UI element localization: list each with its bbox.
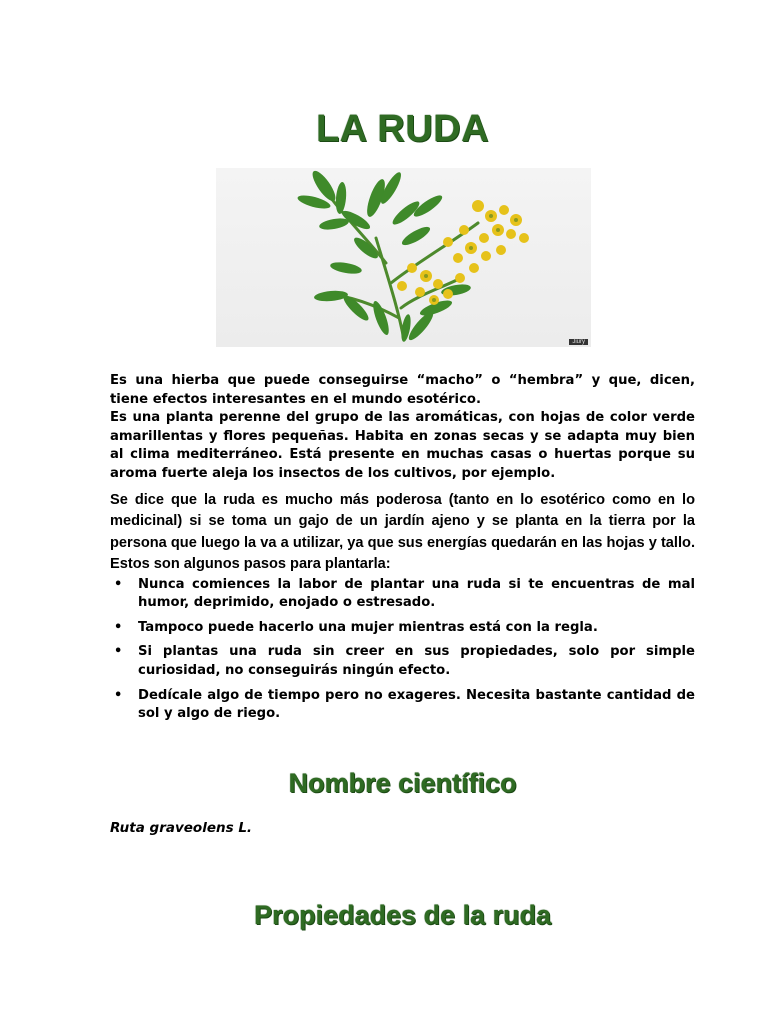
page-title: LA RUDA [315,108,490,150]
scientific-name: Ruta graveolens L. [110,820,253,836]
list-item [110,687,695,724]
list-item [110,619,695,638]
rue-plant-illustration [216,168,591,347]
list-item-text: Si plantas una ruda sin creer en sus propiedades, solo por simple curiosidad, no conseguirás ningún efecto. [138,644,695,678]
list-item [110,576,695,613]
list-item [110,643,695,680]
bullet-symbol: • [114,687,123,703]
list-item-text: Nunca comiences la labor de plantar una ruda si te encuentras de mal humor, deprimido, enojado o estresado. [138,576,695,611]
planting-steps-list [110,576,695,724]
bullet-symbol: • [114,644,123,660]
image-watermark: Jiury [569,339,588,345]
list-item-text: Tampoco puede hacerlo una mujer mientras está con la regla. [138,619,598,635]
paragraph-planting: Se dice que la ruda es mucho más poderosa (tanto en lo esotérico como en lo medicinal) si se toma un gajo de un jardín ajeno y se planta en la tierra por la persona que luego la va a utilizar, ya que sus energías quedarán en las hojas y tallo. Estos son algunos pasos para plantarla: [110,491,695,573]
paragraph-description: Es una planta perenne del grupo de las aromáticas, con hojas de color verde amarillentas y flores pequeñas. Habita en zonas secas y se adapta muy bien al clima mediterráneo. Está presente en muchas casas o huertas porque su aroma fuerte aleja los insectos de los cultivos, por ejemplo. [110,410,695,481]
bullet-symbol: • [114,576,123,592]
heading-scientific-name: Nombre científico [288,768,517,798]
article-body [110,372,695,730]
rue-plant-photo [216,168,591,347]
heading-properties: Propiedades de la ruda [253,900,552,930]
list-item-text: Dedícale algo de tiempo pero no exageres. Necesita bastante cantidad de sol y algo de riego. [138,687,695,722]
paragraph-intro: Es una hierba que puede conseguirse “macho” o “hembra” y que, dicen, tiene efectos interesantes en el mundo esotérico. [110,373,695,407]
bullet-symbol: • [114,619,123,635]
